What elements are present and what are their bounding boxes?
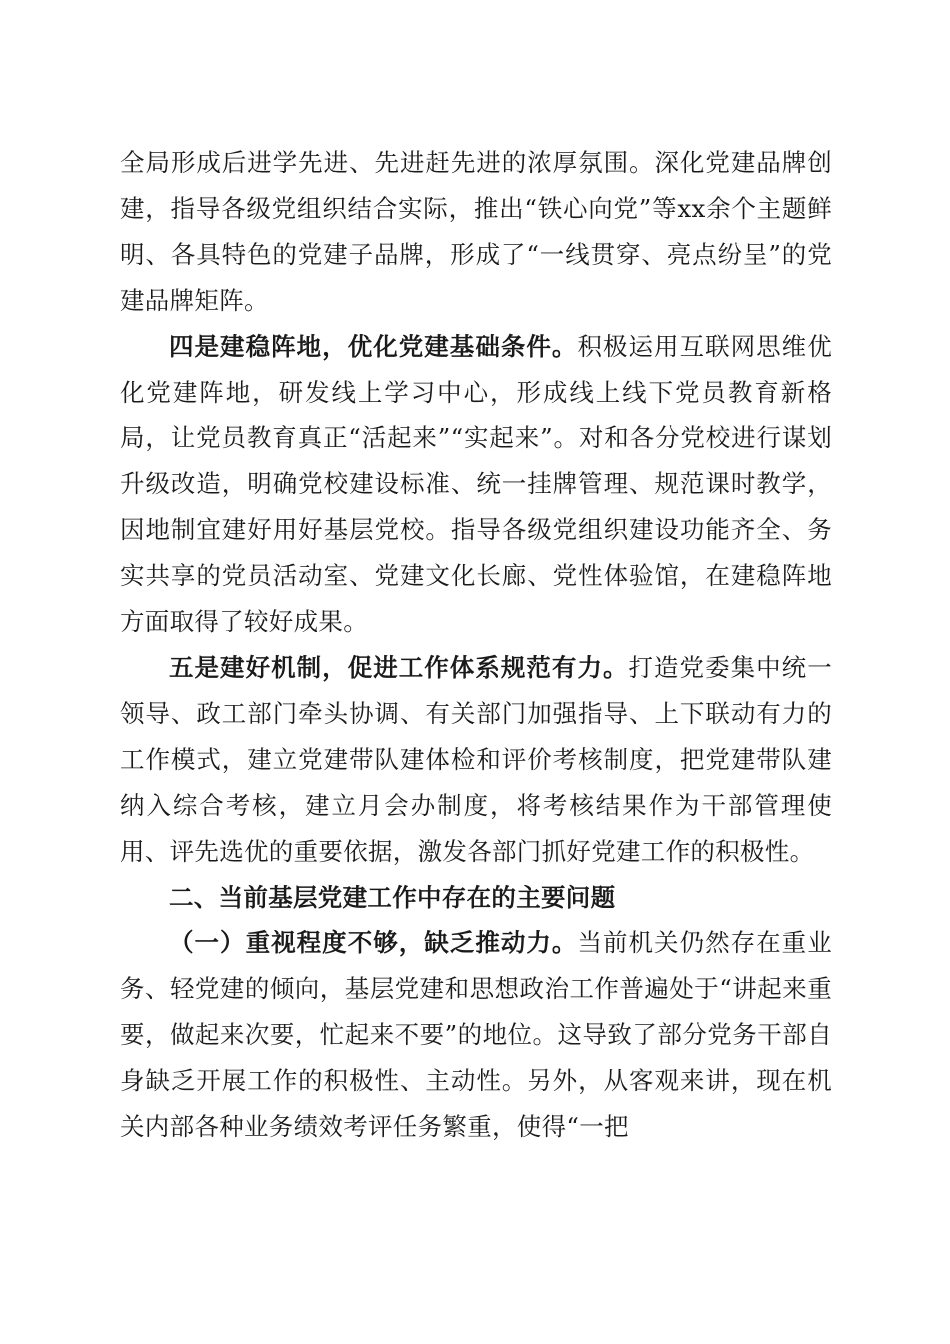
paragraph-text: 积极运用互联网思维优化党建阵地，研发线上学习中心，形成线上线下党员教育新格局，让党员教育真正“活起来”“实起来”。对和各分党校进行谋划升级改造，明确党校建设标准、统一挂牌管理、规范课时教学，因地制宜建好用好基层党校。指导各级党组织建设功能齐全、务实共享的党员活动室、党建文化长廊、党性体验馆，在建稳阵地方面取得了较好成果。 xyxy=(120,331,832,637)
paragraph-text: 全局形成后进学先进、先进赶先进的浓厚氛围。深化党建品牌创建，指导各级党组织结合实际，推出“铁心向党”等xx余个主题鲜明、各具特色的党建子品牌，形成了“一线贯穿、亮点纷呈”的党建品牌矩阵。 xyxy=(120,148,832,315)
paragraph-text: 当前机关仍然存在重业务、轻党建的倾向，基层党建和思想政治工作普遍处于“讲起来重要，做起来次要，忙起来不要”的地位。这导致了部分党务干部自身缺乏开展工作的积极性、主动性。另外，从客观来讲，现在机关内部各种业务绩效考评任务繁重，使得“一把 xyxy=(120,928,832,1142)
paragraph-lead: 四是建稳阵地，优化党建基础条件。 xyxy=(169,331,578,361)
paragraph-point-four xyxy=(120,324,832,645)
section-heading: 二、当前基层党建工作中存在的主要问题 xyxy=(169,882,616,912)
paragraph-point-five xyxy=(120,645,832,875)
document-body xyxy=(120,140,832,1150)
paragraph-issue-one xyxy=(120,920,832,1150)
paragraph-text: 打造党委集中统一领导、政工部门牵头协调、有关部门加强指导、上下联动有力的工作模式，建立党建带队建体检和评价考核制度，把党建带队建纳入综合考核，建立月会办制度，将考核结果作为干部管理使用、评先选优的重要依据，激发各部门抓好党建工作的积极性。 xyxy=(120,652,832,866)
paragraph-continuation xyxy=(120,140,832,324)
paragraph-lead: 五是建好机制，促进工作体系规范有力。 xyxy=(169,652,629,682)
paragraph-lead: （一）重视程度不够，缺乏推动力。 xyxy=(169,928,578,958)
